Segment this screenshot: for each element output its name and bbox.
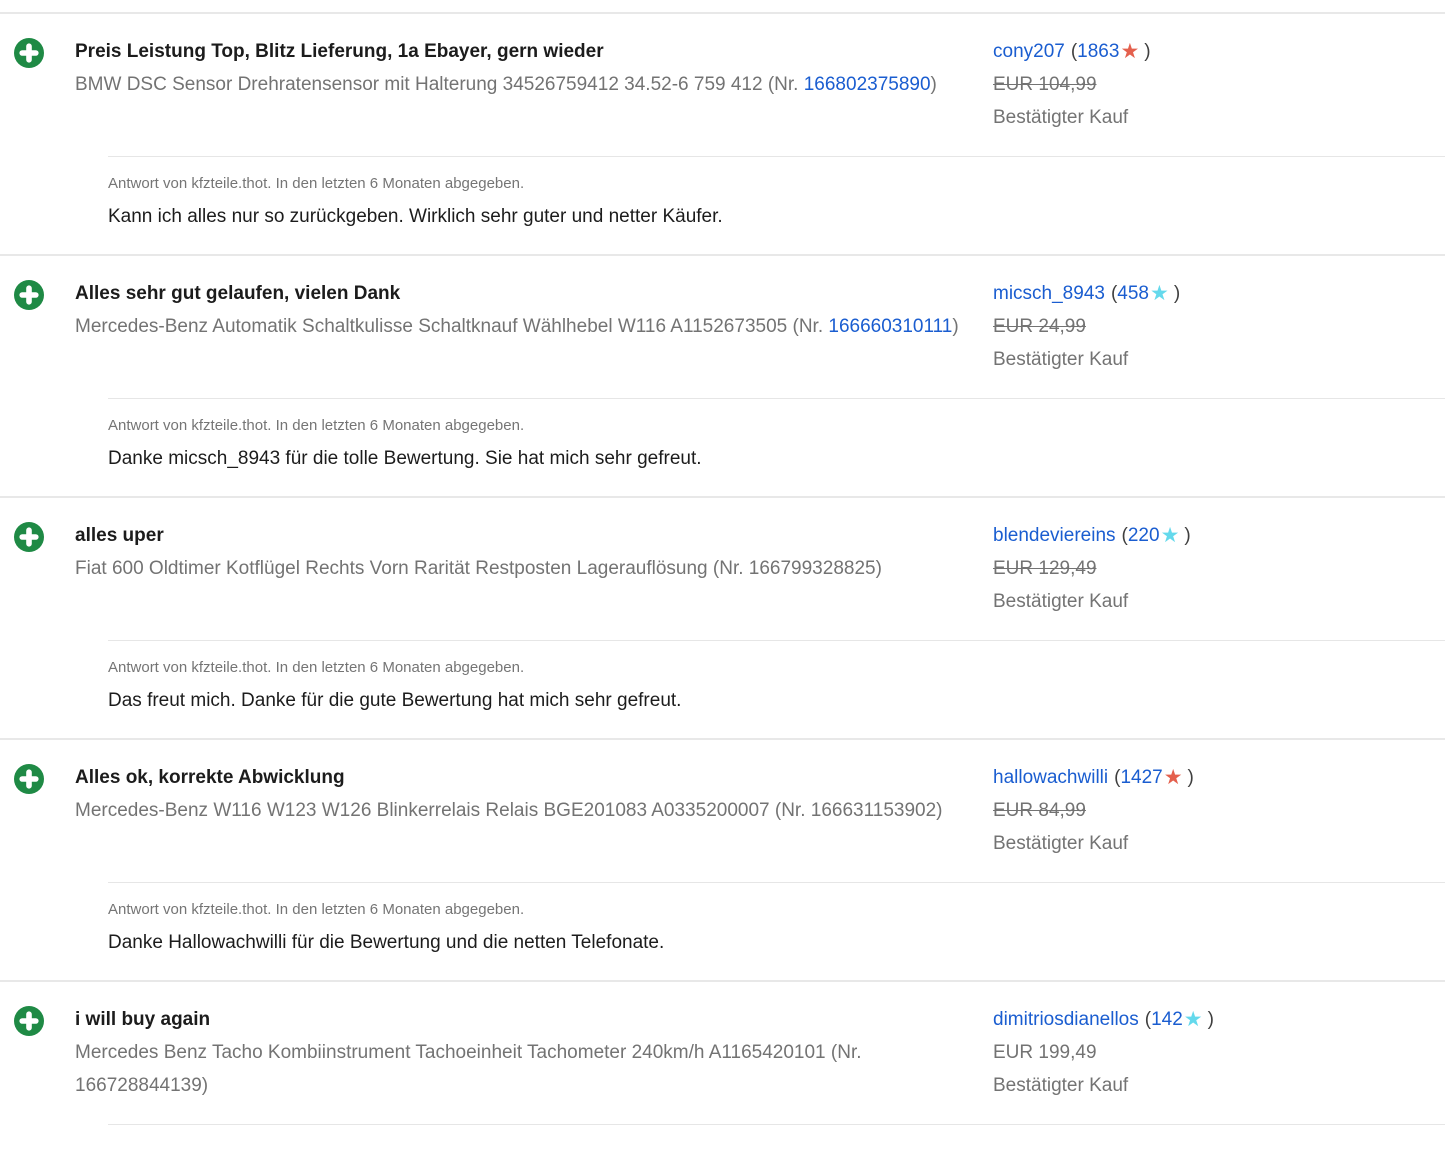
count-paren-close: ) (1184, 525, 1191, 546)
item-description (75, 68, 969, 101)
count-paren-close: ) (1187, 767, 1194, 788)
positive-feedback-icon (14, 1006, 75, 1036)
count-paren-close: ) (1144, 41, 1151, 62)
count-paren-open: ( (1070, 41, 1078, 62)
buyer-username-link[interactable]: micsch_8943 (993, 283, 1105, 304)
item-description: Mercedes Benz Tacho Kombiinstrument Tachoeinheit Tachometer 240km/h A1165420101 (Nr. 166728844139) (75, 1042, 862, 1096)
count-paren-open: ( (1114, 767, 1121, 788)
feedback-title: i will buy again (75, 1009, 211, 1030)
item-description-suffix: ) (952, 316, 959, 337)
item-price: EUR 199,49 (993, 1042, 1097, 1063)
item-description: Mercedes-Benz W116 W123 W126 Blinkerrelais Relais BGE201083 A0335200007 (Nr. 166631153902) (75, 800, 943, 821)
feedback-star-icon: ★ (1149, 282, 1169, 305)
rating-icon-column (0, 35, 75, 68)
seller-reply (108, 156, 1445, 230)
buyer-username-link[interactable]: blendeviereins (993, 525, 1116, 546)
buyer-line (993, 1003, 1445, 1036)
reply-meta: Antwort von kfzteile.thot. In den letzten 6 Monaten abgegeben. (108, 417, 525, 434)
rating-icon-column (0, 1003, 75, 1036)
item-description-text: BMW DSC Sensor Drehratensensor mit Halterung 34526759412 34.52-6 759 412 (Nr. (75, 74, 804, 95)
feedback-count-link[interactable]: 1427 (1120, 767, 1163, 788)
count-paren-open: ( (1110, 283, 1118, 304)
feedback-item (0, 254, 1445, 496)
feedback-star-icon: ★ (1183, 1008, 1203, 1031)
reply-text: Danke micsch_8943 für die tolle Bewertung. Sie hat mich sehr gefreut. (108, 448, 702, 469)
rating-icon-column (0, 519, 75, 552)
verified-purchase-label: Bestätigter Kauf (993, 1075, 1129, 1096)
seller-reply (108, 398, 1445, 472)
buyer-username-link[interactable]: cony207 (993, 41, 1065, 62)
reply-meta: Antwort von kfzteile.thot. In den letzten 6 Monaten abgegeben. (108, 175, 525, 192)
count-paren-open: ( (1144, 1009, 1152, 1030)
item-price: EUR 104,99 (993, 74, 1097, 95)
seller-reply (108, 640, 1445, 714)
feedback-item (0, 496, 1445, 738)
seller-reply (108, 1124, 1445, 1141)
feedback-star-icon: ★ (1160, 524, 1180, 547)
positive-feedback-icon (14, 764, 75, 794)
positive-feedback-icon (14, 522, 75, 552)
reply-meta: Antwort von kfzteile.thot. In den letzten 6 Monaten abgegeben. (108, 659, 525, 676)
feedback-item (0, 738, 1445, 980)
item-number-link[interactable]: 166660310111 (828, 316, 953, 337)
item-price: EUR 129,49 (993, 558, 1097, 579)
item-number-link[interactable]: 166802375890 (803, 74, 931, 95)
feedback-count-link[interactable]: 458 (1117, 283, 1149, 304)
reply-text: Das freut mich. Danke für die gute Bewertung hat mich sehr gefreut. (108, 690, 682, 711)
reply-text: Danke Hallowachwilli für die Bewertung und die netten Telefonate. (108, 932, 665, 953)
feedback-title: Alles sehr gut gelaufen, vielen Dank (75, 283, 401, 304)
item-description-suffix: ) (930, 74, 937, 95)
feedback-item (0, 980, 1445, 1153)
item-price: EUR 84,99 (993, 800, 1086, 821)
count-paren-close: ) (1207, 1009, 1214, 1030)
reply-text: Kann ich alles nur so zurückgeben. Wirklich sehr guter und netter Käufer. (108, 206, 723, 227)
feedback-count-link[interactable]: 1863 (1077, 41, 1120, 62)
seller-reply (108, 882, 1445, 956)
buyer-username-link[interactable]: hallowachwilli (993, 767, 1109, 788)
feedback-star-icon: ★ (1120, 40, 1140, 63)
buyer-line (993, 277, 1445, 310)
feedback-count-link[interactable]: 142 (1151, 1009, 1183, 1030)
feedback-count-link[interactable]: 220 (1127, 525, 1160, 546)
feedback-title: Preis Leistung Top, Blitz Lieferung, 1a Ebayer, gern wieder (75, 41, 604, 62)
item-price: EUR 24,99 (993, 316, 1086, 337)
reply-meta: Antwort von kfzteile.thot. In den letzten 6 Monaten abgegeben. (108, 901, 525, 918)
count-paren-open: ( (1121, 525, 1128, 546)
buyer-line (993, 761, 1445, 794)
verified-purchase-label: Bestätigter Kauf (993, 833, 1129, 854)
rating-icon-column (0, 277, 75, 310)
feedback-title: alles uper (75, 525, 164, 546)
feedback-title: Alles ok, korrekte Abwicklung (75, 767, 345, 788)
feedback-star-icon: ★ (1163, 766, 1183, 789)
positive-feedback-icon (14, 38, 75, 68)
item-description: Fiat 600 Oldtimer Kotflügel Rechts Vorn Rarität Restposten Lagerauflösung (Nr. 166799328825) (75, 558, 882, 579)
buyer-line (993, 35, 1445, 68)
count-paren-close: ) (1173, 283, 1181, 304)
feedback-item (0, 12, 1445, 254)
item-description-text: Mercedes-Benz Automatik Schaltkulisse Schaltknauf Wählhebel W116 A1152673505 (Nr. (75, 316, 829, 337)
verified-purchase-label: Bestätigter Kauf (993, 591, 1129, 612)
verified-purchase-label: Bestätigter Kauf (993, 349, 1129, 370)
buyer-username-link[interactable]: dimitriosdianellos (993, 1009, 1139, 1030)
verified-purchase-label: Bestätigter Kauf (993, 107, 1129, 128)
positive-feedback-icon (14, 280, 75, 310)
buyer-line (993, 519, 1445, 552)
item-description (75, 310, 969, 343)
rating-icon-column (0, 761, 75, 794)
